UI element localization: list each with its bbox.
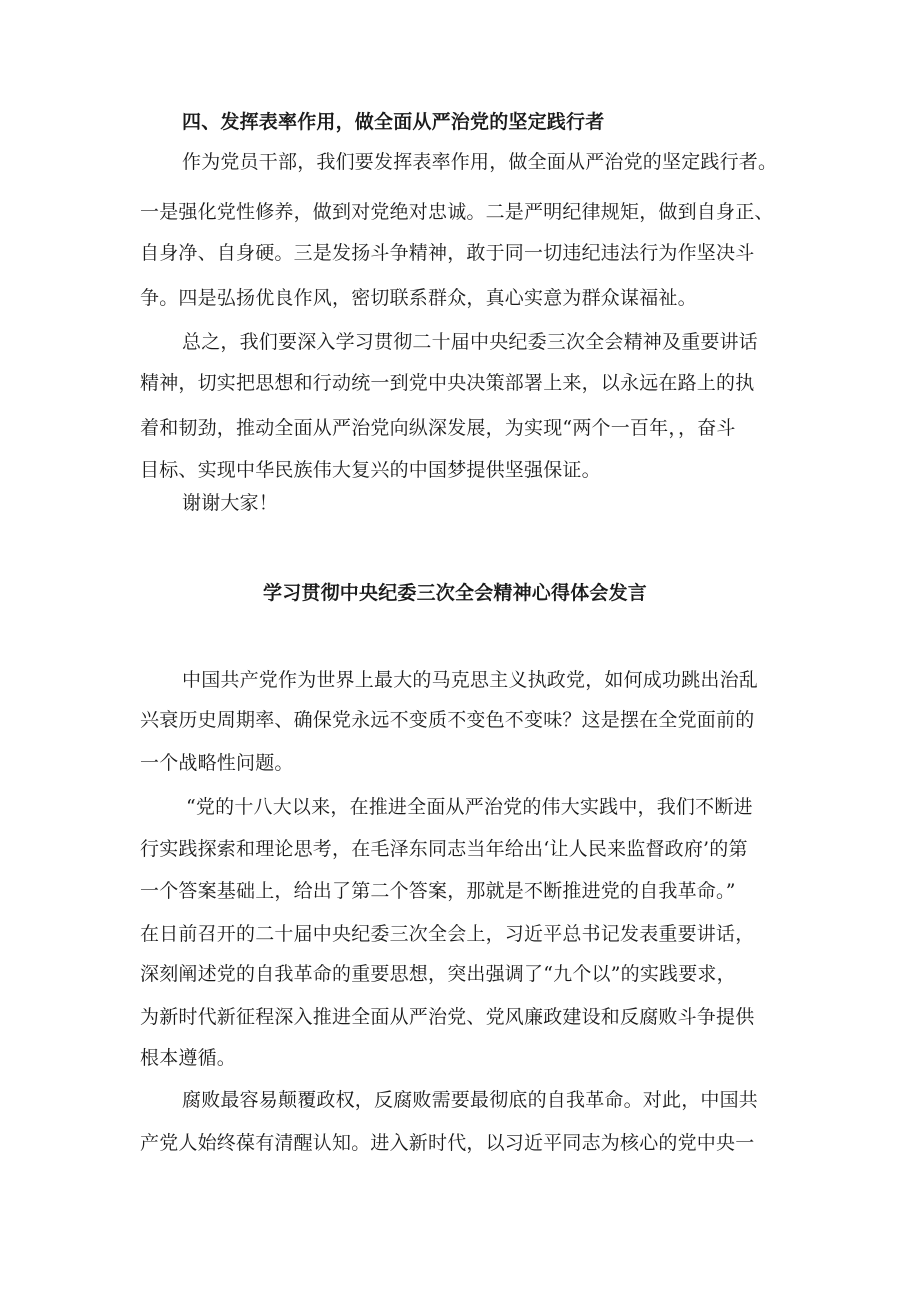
article-title: 学习贯彻中央纪委三次全会精神心得体会发言 — [263, 582, 648, 604]
paragraph-line: 一个答案基础上，给出了第二个答案，那就是不断推进党的自我革命。” — [140, 880, 736, 902]
paragraph-line: 在日前召开的二十届中央纪委三次全会上，习近平总书记发表重要讲话， — [140, 923, 755, 945]
paragraph-line: 一是强化党性修养，做到对党绝对忠诚。二是严明纪律规矩，做到自身正、 — [140, 201, 774, 223]
paragraph-line: 中国共产党作为世界上最大的马克思主义执政党，如何成功跳出治乱 — [182, 669, 759, 691]
paragraph-line: 根本遵循。 — [140, 1047, 237, 1069]
paragraph-line: 行实践探索和理论思考，在毛泽东同志当年给出‘让人民来监督政府’的第 — [140, 838, 748, 860]
paragraph-line: 作为党员干部，我们要发挥表率作用，做全面从严治党的坚定践行者。 — [182, 151, 778, 173]
section-heading: 四、发挥表率作用，做全面从严治党的坚定践行者 — [182, 111, 605, 133]
paragraph-line: 产党人始终葆有清醒认知。进入新时代，以习近平同志为核心的党中央一 — [140, 1132, 755, 1154]
paragraph-line: 精神，切实把思想和行动统一到党中央决策部署上来，以永远在路上的执 — [140, 372, 755, 394]
paragraph-line: 为新时代新征程深入推进全面从严治党、党风廉政建设和反腐败斗争提供 — [140, 1006, 755, 1028]
paragraph-line: 自身净、自身硬。三是发扬斗争精神，敢于同一切违纪违法行为作坚决斗 — [140, 242, 755, 264]
paragraph-line: 争。四是弘扬优良作风，密切联系群众，真心实意为群众谋福祉。 — [140, 287, 697, 309]
paragraph-line: 腐败最容易颠覆政权，反腐败需要最彻底的自我革命。对此，中国共 — [182, 1089, 759, 1111]
paragraph-line: 着和韧劲，推动全面从严治党向纵深发展，为实现“两个一百年，，奋斗 — [140, 417, 736, 439]
closing-thanks: 谢谢大家！ — [182, 492, 279, 514]
paragraph-line: 一个战略性问题。 — [140, 752, 294, 774]
paragraph-line: 兴衰历史周期率、确保党永远不变质不变色不变味？这是摆在全党面前的 — [140, 709, 755, 731]
paragraph-line: “党的十八大以来，在推进全面从严治党的伟大实践中，我们不断进 — [186, 796, 753, 818]
paragraph-line: 深刻阐述党的自我革命的重要思想，突出强调了“九个以”的实践要求， — [140, 963, 736, 985]
paragraph-line: 目标、实现中华民族伟大复兴的中国梦提供坚强保证。 — [140, 459, 601, 481]
paragraph-line: 总之，我们要深入学习贯彻二十届中央纪委三次全会精神及重要讲话 — [182, 331, 759, 353]
